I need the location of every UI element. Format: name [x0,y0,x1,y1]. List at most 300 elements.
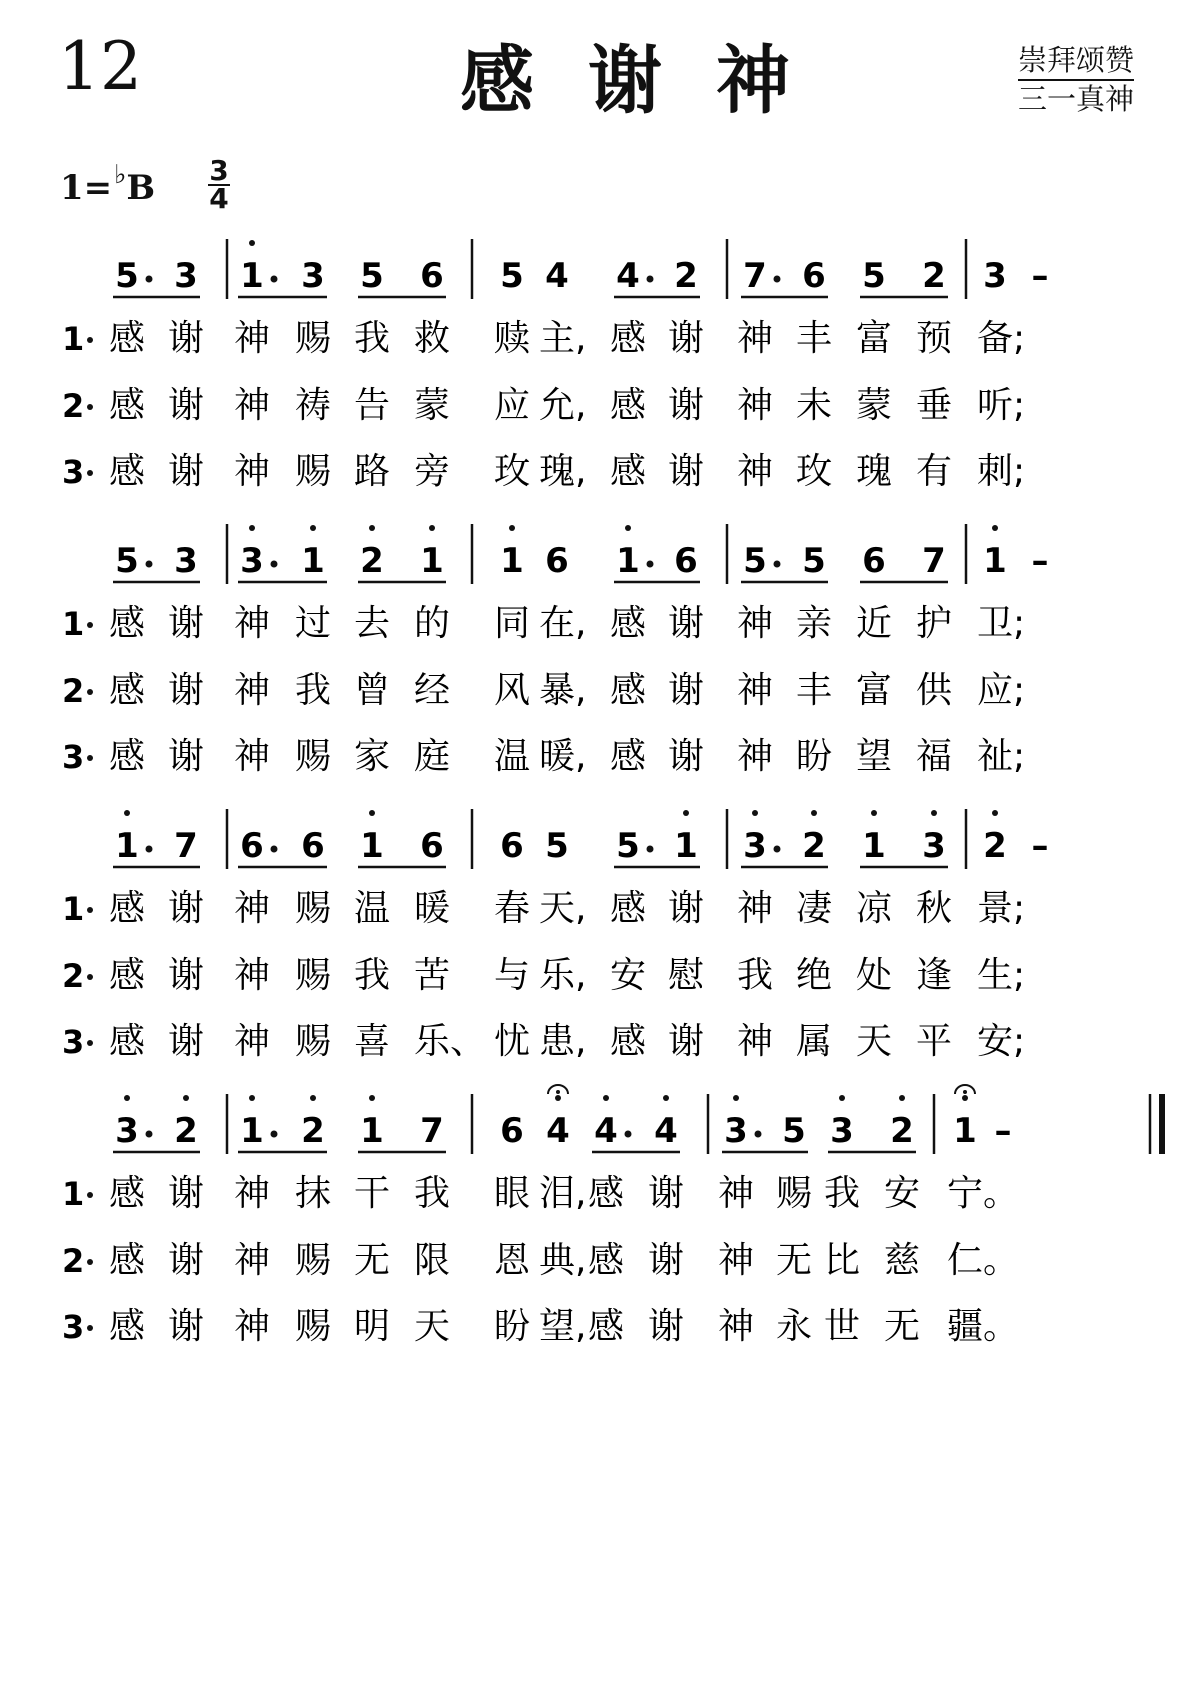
octave-dot [931,810,937,816]
octave-dot [625,525,631,531]
lyric-syllable: 谢 [668,888,705,929]
lyric-syllable: 天, [539,888,587,929]
verse-number: 1 [62,890,85,928]
verse-number-dot [87,337,93,343]
lyric-syllable: 干 [354,1173,391,1214]
lyric-syllable: 无 [884,1306,921,1347]
lyric-syllable: 谢 [648,1240,685,1281]
note: 5 [115,541,139,581]
note: 2 [802,826,826,866]
lyric-syllable: 谢 [168,955,205,996]
verse-number-dot [87,1040,93,1046]
lyric-syllable: 神 [737,318,774,359]
lyric-syllable: 永 [776,1306,813,1347]
lyric-syllable: 感 [588,1173,625,1214]
lyric-syllable: 祉; [977,736,1026,777]
lyric-syllable: 景; [977,888,1026,929]
octave-dot [310,525,316,531]
lyric-syllable: 供 [916,670,953,711]
hymn-number: 12 [58,28,142,105]
lyric-syllable: 我 [737,955,774,996]
lyric-syllable: 谢 [168,736,205,777]
lyric-syllable: 温 [354,888,391,929]
lyric-syllable: 谢 [668,385,705,426]
lyric-syllable: 比 [824,1240,861,1281]
note: 7 [743,256,767,296]
lyric-syllable: 谢 [668,318,705,359]
verse-number-dot [87,974,93,980]
lyric-syllable: 暴, [539,670,587,711]
octave-dot [124,1095,130,1101]
lyric-syllable: 神 [234,955,271,996]
note: 2 [674,256,698,296]
flat-sign-icon: ♭ [114,160,127,190]
lyric-syllable: 感 [109,318,146,359]
lyric-syllable: 秋 [916,888,953,929]
lyric-syllable: 谢 [168,1173,205,1214]
lyric-syllable: 无 [776,1240,813,1281]
lyric-syllable: 神 [234,385,271,426]
lyric-syllable: 去 [354,603,391,644]
lyric-syllable: 神 [737,451,774,492]
sustain-dash: – [1031,256,1049,296]
lyric-syllable: 慰 [668,955,705,996]
lyric-syllable: 绝 [796,955,833,996]
lyric-syllable: 允, [539,385,587,426]
lyric-syllable: 神 [234,1306,271,1347]
lyric-syllable: 赐 [295,736,332,777]
lyric-syllable: 天 [414,1306,451,1347]
note: 5 [743,541,767,581]
lyric-syllable: 逢 [916,955,953,996]
lyric-syllable: 眼 [494,1173,531,1214]
lyric-syllable: 主, [539,318,587,359]
augmentation-dot [774,561,781,568]
lyric-syllable: 感 [109,1021,146,1062]
octave-dot [183,1095,189,1101]
lyric-syllable: 神 [234,451,271,492]
lyric-syllable: 蒙 [414,385,451,426]
augmentation-dot [647,276,654,283]
lyric-syllable: 抹 [295,1173,332,1214]
note: 3 [983,256,1007,296]
lyric-syllable: 神 [718,1240,755,1281]
note: 2 [890,1111,914,1151]
augmentation-dot [271,846,278,853]
lyric-syllable: 我 [354,318,391,359]
verse-number: 1 [62,320,85,358]
octave-dot [369,810,375,816]
augmentation-dot [146,846,153,853]
lyric-syllable: 福 [916,736,953,777]
lyric-syllable: 预 [916,318,953,359]
octave-dot [663,1095,669,1101]
lyric-syllable: 感 [588,1240,625,1281]
lyric-syllable: 谢 [168,451,205,492]
lyric-syllable: 未 [796,385,833,426]
lyric-syllable: 神 [234,1173,271,1214]
lyric-syllable: 谢 [168,318,205,359]
note: 3 [743,826,767,866]
lyric-syllable: 旁 [414,451,451,492]
lyric-syllable: 感 [610,736,647,777]
lyric-syllable: 谢 [168,888,205,929]
lyric-syllable: 苦 [414,955,451,996]
lyric-syllable: 我 [824,1173,861,1214]
note: 1 [953,1111,977,1151]
time-numerator: 3 [209,154,229,187]
lyric-syllable: 卫; [977,603,1026,644]
note: 7 [922,541,946,581]
lyric-syllable: 告 [354,385,391,426]
lyric-syllable: 应; [977,670,1026,711]
lyric-syllable: 神 [737,385,774,426]
lyric-syllable: 感 [109,670,146,711]
lyric-syllable: 感 [610,888,647,929]
lyric-syllable: 凉 [856,888,893,929]
note: 6 [301,826,325,866]
lyric-syllable: 在, [539,603,587,644]
verse-number-dot [87,755,93,761]
note: 6 [500,826,524,866]
lyric-syllable: 凄 [796,888,833,929]
category-sub: 三一真神 [1018,82,1135,116]
lyric-syllable: 护 [916,603,953,644]
note: 6 [802,256,826,296]
note: 4 [594,1111,618,1151]
lyric-syllable: 安; [977,1021,1026,1062]
fermata-dot [963,1090,967,1094]
lyric-syllable: 赐 [295,955,332,996]
lyric-syllable: 同 [494,603,531,644]
note: 3 [174,541,198,581]
lyric-syllable: 谢 [168,603,205,644]
lyric-syllable: 温 [494,736,531,777]
verse-number: 3 [62,1023,85,1061]
augmentation-dot [625,1131,632,1138]
lyric-syllable: 神 [234,1240,271,1281]
lyric-syllable: 谢 [648,1173,685,1214]
octave-dot [249,525,255,531]
lyric-syllable: 感 [109,385,146,426]
lyric-syllable: 神 [234,318,271,359]
octave-dot [509,525,515,531]
lyric-syllable: 平 [916,1021,953,1062]
lyric-syllable: 感 [109,736,146,777]
note: 5 [115,256,139,296]
note: 2 [301,1111,325,1151]
lyric-syllable: 望, [539,1306,587,1347]
lyric-syllable: 疆。 [947,1306,1020,1347]
augmentation-dot [774,276,781,283]
lyric-syllable: 谢 [168,1021,205,1062]
lyric-syllable: 患, [539,1021,587,1062]
key-note: B [126,168,156,208]
lyric-syllable: 神 [737,1021,774,1062]
note: 4 [654,1111,678,1151]
lyric-syllable: 神 [718,1173,755,1214]
octave-dot [683,810,689,816]
lyric-syllable: 谢 [668,670,705,711]
verse-number-dot [87,907,93,913]
lyric-syllable: 神 [234,736,271,777]
note: 5 [616,826,640,866]
augmentation-dot [146,1131,153,1138]
lyric-syllable: 感 [610,318,647,359]
octave-dot [429,525,435,531]
lyric-syllable: 家 [354,736,391,777]
lyric-syllable: 的 [414,603,451,644]
octave-dot [899,1095,905,1101]
lyric-syllable: 感 [109,955,146,996]
note: 2 [360,541,384,581]
lyric-syllable: 祷 [295,385,332,426]
note: 3 [301,256,325,296]
lyric-syllable: 乐、 [414,1021,487,1062]
sustain-dash: – [1031,541,1049,581]
octave-dot [962,1095,968,1101]
lyric-syllable: 赐 [295,888,332,929]
lyric-syllable: 神 [234,603,271,644]
octave-dot [871,810,877,816]
lyric-syllable: 神 [737,736,774,777]
verse-number: 2 [62,957,85,995]
lyric-syllable: 丰 [796,670,833,711]
lyric-syllable: 乐, [539,955,587,996]
lyric-syllable: 限 [414,1240,451,1281]
lyric-syllable: 神 [737,670,774,711]
note: 5 [802,541,826,581]
note: 3 [174,256,198,296]
lyric-syllable: 世 [824,1306,861,1347]
lyric-syllable: 生; [977,955,1026,996]
note: 5 [782,1111,806,1151]
time-denominator: 4 [209,182,229,215]
category-main: 崇拜颂赞 [1018,42,1134,81]
augmentation-dot [647,561,654,568]
sustain-dash: – [994,1111,1012,1151]
verse-number: 1 [62,1175,85,1213]
verse-number: 3 [62,453,85,491]
key-prefix: 1= [60,168,113,208]
lyric-syllable: 有 [916,451,953,492]
verse-number: 2 [62,1242,85,1280]
lyric-syllable: 感 [610,451,647,492]
octave-dot [310,1095,316,1101]
lyric-syllable: 玫 [796,451,833,492]
note: 4 [545,256,569,296]
lyric-syllable: 暖 [414,888,451,929]
lyric-syllable: 感 [109,1240,146,1281]
lyric-syllable: 春 [494,888,531,929]
note: 1 [616,541,640,581]
augmentation-dot [271,276,278,283]
sustain-dash: – [1031,826,1049,866]
note: 3 [115,1111,139,1151]
augmentation-dot [647,846,654,853]
note: 6 [420,256,444,296]
note: 3 [830,1111,854,1151]
octave-dot [555,1095,561,1101]
lyric-syllable: 富 [856,318,893,359]
lyric-syllable: 宁。 [947,1173,1020,1214]
lyric-syllable: 瑰, [539,451,587,492]
note: 1 [240,1111,264,1151]
note: 7 [174,826,198,866]
lyric-syllable: 感 [610,1021,647,1062]
note: 1 [360,826,384,866]
lyric-syllable: 感 [109,1173,146,1214]
lyric-syllable: 赐 [295,318,332,359]
note: 1 [500,541,524,581]
verse-number-dot [87,470,93,476]
lyric-syllable: 赐 [295,1306,332,1347]
verse-number-dot [87,1325,93,1331]
verse-number: 1 [62,605,85,643]
verse-number: 3 [62,1308,85,1346]
verse-number-dot [87,622,93,628]
lyric-syllable: 我 [295,670,332,711]
lyric-syllable: 谢 [648,1306,685,1347]
page-title: 感谢神 [460,38,844,124]
lyric-syllable: 我 [354,955,391,996]
lyric-syllable: 曾 [354,670,391,711]
lyric-syllable: 盼 [494,1306,531,1347]
octave-dot [992,810,998,816]
note: 2 [174,1111,198,1151]
note: 1 [674,826,698,866]
note: 1 [420,541,444,581]
lyric-syllable: 赎 [494,318,531,359]
lyric-syllable: 感 [610,603,647,644]
lyric-syllable: 典, [539,1240,587,1281]
lyric-syllable: 感 [610,385,647,426]
lyric-syllable: 丰 [796,318,833,359]
lyric-syllable: 神 [718,1306,755,1347]
lyric-syllable: 瑰 [856,451,893,492]
note: 6 [500,1111,524,1151]
lyric-syllable: 蒙 [856,385,893,426]
lyric-syllable: 慈 [884,1240,921,1281]
note: 1 [240,256,264,296]
octave-dot [369,525,375,531]
lyric-syllable: 赐 [295,1021,332,1062]
augmentation-dot [271,561,278,568]
note: 5 [545,826,569,866]
lyric-syllable: 应 [494,385,531,426]
lyric-syllable: 神 [234,670,271,711]
lyric-syllable: 望 [856,736,893,777]
lyric-syllable: 赐 [295,451,332,492]
lyric-syllable: 忧 [494,1021,531,1062]
lyric-syllable: 神 [234,888,271,929]
octave-dot [603,1095,609,1101]
lyric-syllable: 近 [856,603,893,644]
augmentation-dot [271,1131,278,1138]
lyric-syllable: 属 [796,1021,833,1062]
verse-number: 2 [62,387,85,425]
lyric-syllable: 与 [494,955,531,996]
octave-dot [124,810,130,816]
octave-dot [249,1095,255,1101]
augmentation-dot [146,276,153,283]
lyric-syllable: 赐 [295,1240,332,1281]
lyric-syllable: 刺; [977,451,1026,492]
lyric-syllable: 安 [610,955,647,996]
note: 5 [360,256,384,296]
lyric-syllable: 神 [737,888,774,929]
octave-dot [249,240,255,246]
lyric-syllable: 亲 [796,603,833,644]
lyric-syllable: 安 [884,1173,921,1214]
lyric-syllable: 感 [109,1306,146,1347]
augmentation-dot [755,1131,762,1138]
lyric-syllable: 处 [856,955,893,996]
lyric-syllable: 垂 [916,385,953,426]
lyric-syllable: 神 [234,1021,271,1062]
octave-dot [752,810,758,816]
lyric-syllable: 谢 [168,385,205,426]
lyric-syllable: 感 [109,451,146,492]
lyric-syllable: 听; [977,385,1026,426]
note: 1 [115,826,139,866]
note: 6 [862,541,886,581]
augmentation-dot [146,561,153,568]
lyric-syllable: 风 [494,670,531,711]
lyric-syllable: 感 [109,603,146,644]
lyric-syllable: 感 [610,670,647,711]
lyric-syllable: 谢 [668,451,705,492]
note: 6 [674,541,698,581]
note: 4 [616,256,640,296]
note: 4 [546,1111,570,1151]
lyric-syllable: 恩 [494,1240,531,1281]
note: 2 [922,256,946,296]
lyric-syllable: 谢 [168,1240,205,1281]
note: 5 [500,256,524,296]
lyric-syllable: 谢 [668,736,705,777]
octave-dot [839,1095,845,1101]
note: 1 [360,1111,384,1151]
lyric-syllable: 无 [354,1240,391,1281]
lyric-syllable: 感 [588,1306,625,1347]
verse-number-dot [87,1259,93,1265]
lyric-syllable: 赐 [776,1173,813,1214]
lyric-syllable: 喜 [354,1021,391,1062]
lyric-syllable: 盼 [796,736,833,777]
fermata-dot [556,1090,560,1094]
verse-number-dot [87,689,93,695]
lyric-syllable: 经 [414,670,451,711]
note: 2 [983,826,1007,866]
note: 1 [983,541,1007,581]
lyric-syllable: 谢 [168,1306,205,1347]
lyric-syllable: 泪, [539,1173,587,1214]
octave-dot [733,1095,739,1101]
note: 3 [922,826,946,866]
note: 6 [420,826,444,866]
octave-dot [369,1095,375,1101]
lyric-syllable: 谢 [168,670,205,711]
lyric-syllable: 富 [856,670,893,711]
note: 7 [420,1111,444,1151]
lyric-syllable: 暖, [539,736,587,777]
lyric-syllable: 庭 [414,736,451,777]
lyric-syllable: 谢 [668,1021,705,1062]
verse-number: 3 [62,738,85,776]
verse-number-dot [87,1192,93,1198]
lyric-syllable: 仁。 [947,1240,1020,1281]
